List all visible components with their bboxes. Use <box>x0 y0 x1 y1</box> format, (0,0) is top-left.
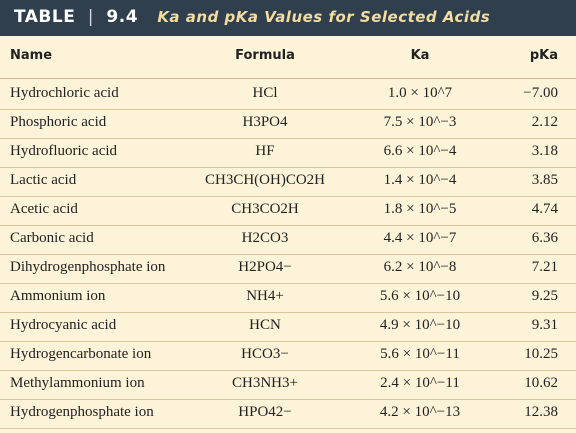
table-row <box>0 109 576 139</box>
acid-name: Acetic acid <box>10 201 78 217</box>
acid-name: Carbonic acid <box>10 230 94 246</box>
acid-pka: 9.25 <box>531 288 558 304</box>
table-row <box>0 167 576 197</box>
acid-name: Ammonium ion <box>10 288 106 304</box>
header-pka: pKa <box>529 48 558 63</box>
acid-pka: 3.18 <box>531 143 558 159</box>
acid-ka: 1.0 × 10^7 <box>387 85 453 101</box>
acid-ka: 5.6 × 10^−11 <box>380 346 460 362</box>
acid-ka: 4.9 × 10^−10 <box>379 317 461 333</box>
table-row <box>0 80 576 110</box>
acid-ka: 6.2 × 10^−8 <box>383 259 457 275</box>
acid-ka: 1.4 × 10^−4 <box>383 172 457 188</box>
table-row <box>0 283 576 313</box>
acid-pka: 3.85 <box>531 172 558 188</box>
acid-pka: 9.31 <box>531 317 558 333</box>
table-row <box>0 196 576 226</box>
header-formula: Formula <box>235 48 295 63</box>
acid-formula: HCl <box>252 85 278 101</box>
acid-name: Hydrogencarbonate ion <box>10 346 152 362</box>
header-name: Name <box>10 48 53 63</box>
acid-formula: H3PO4 <box>242 114 288 130</box>
acid-formula: H2PO4− <box>238 259 292 275</box>
acid-ka: 6.6 × 10^−4 <box>383 143 457 159</box>
acid-pka: 2.12 <box>531 114 558 130</box>
acid-ka: 1.8 × 10^−5 <box>383 201 457 217</box>
table-row <box>0 138 576 168</box>
acid-formula: HCN <box>249 317 281 333</box>
acid-ka: 4.4 × 10^−7 <box>383 230 457 246</box>
acid-name: Hydrochloric acid <box>10 85 119 101</box>
acid-name: Methylammonium ion <box>10 375 145 391</box>
header-ka: Ka <box>410 48 430 63</box>
acid-name: Hydrofluoric acid <box>10 143 118 159</box>
acid-formula: CH3CO2H <box>231 201 299 217</box>
acid-pka: −7.00 <box>523 85 558 101</box>
table-label: TABLE <box>14 7 76 27</box>
acid-ka: 4.2 × 10^−13 <box>379 404 461 420</box>
acid-formula: CH3NH3+ <box>232 375 298 391</box>
acid-name: Dihydrogenphosphate ion <box>10 259 166 275</box>
acid-ka: 2.4 × 10^−11 <box>380 375 460 391</box>
table-title-bar <box>0 0 576 36</box>
table-row <box>0 370 576 400</box>
acid-formula: NH4+ <box>246 288 284 304</box>
acid-name: Phosphoric acid <box>10 114 107 130</box>
acid-name: Hydrogenphosphate ion <box>10 404 154 420</box>
acid-pka: 4.74 <box>531 201 558 217</box>
table-row <box>0 341 576 371</box>
acid-pka: 7.21 <box>531 259 558 275</box>
table-row <box>0 399 576 429</box>
table-number: 9.4 <box>106 7 139 27</box>
acid-ka: 5.6 × 10^−10 <box>379 288 461 304</box>
acid-formula: H2CO3 <box>241 230 289 246</box>
acid-pka: 10.25 <box>524 346 558 362</box>
acid-pka: 6.36 <box>531 230 558 246</box>
table-row <box>0 312 576 342</box>
table-header-row <box>0 36 576 79</box>
table-row <box>0 254 576 284</box>
acid-formula: HCO3− <box>241 346 289 362</box>
table-subtitle: Ka and pKa Values for Selected Acids <box>157 8 491 26</box>
acid-formula: HPO42− <box>238 404 292 420</box>
acid-formula: HF <box>255 143 275 159</box>
acid-formula: CH3CH(OH)CO2H <box>205 172 325 188</box>
acid-pka: 12.38 <box>524 404 558 420</box>
acid-pka: 10.62 <box>524 375 558 391</box>
table-title: TABLE | 9.4 Ka and pKa Values for Selected Acids <box>14 7 491 27</box>
acid-ka: 7.5 × 10^−3 <box>383 114 457 130</box>
acid-name: Lactic acid <box>10 172 77 188</box>
table-row <box>0 225 576 255</box>
acid-name: Hydrocyanic acid <box>10 317 117 333</box>
